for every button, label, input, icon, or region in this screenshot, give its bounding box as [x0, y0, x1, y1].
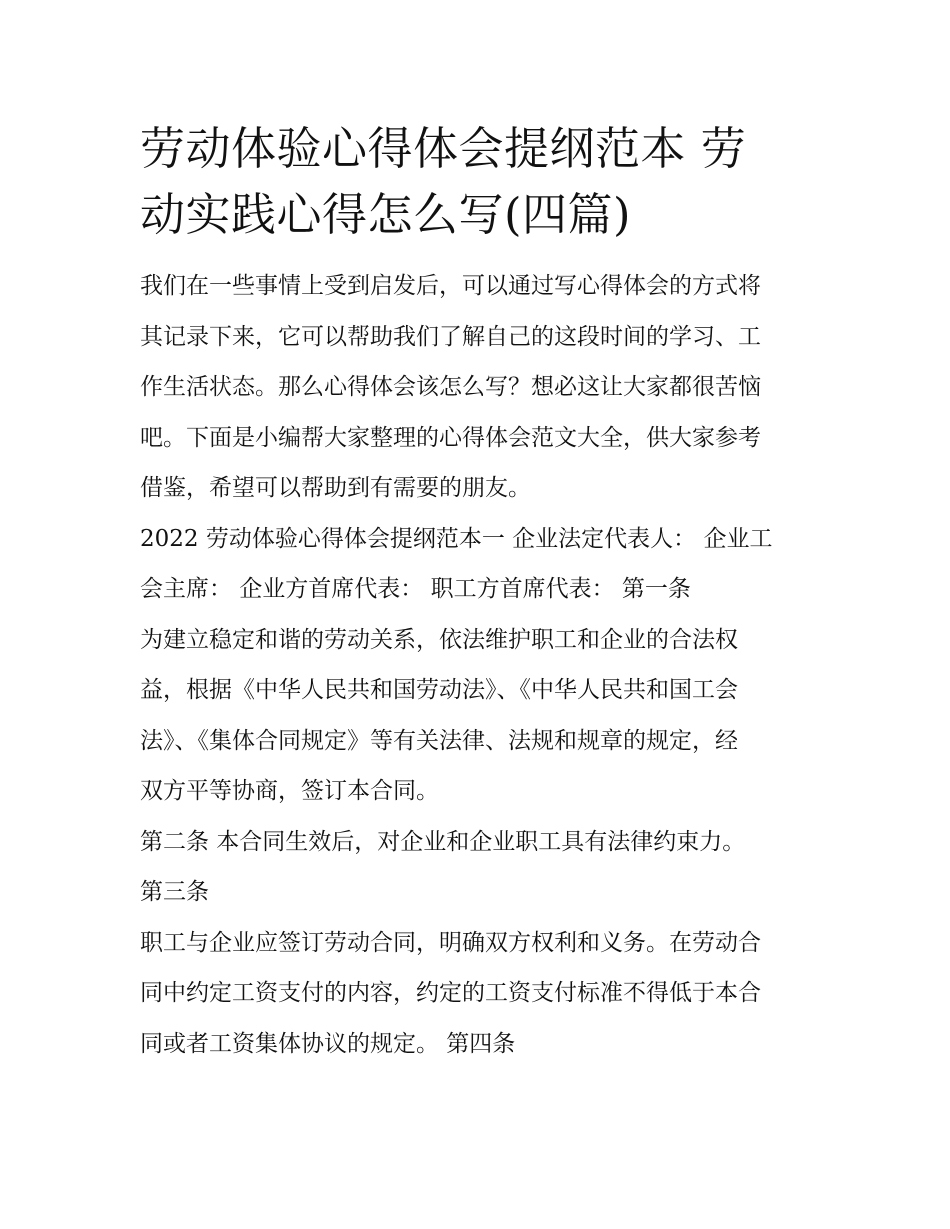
- text-line: 作生活状态。那么心得体会该怎么写？想必这让大家都很苦恼: [140, 374, 761, 400]
- title-line: 劳动体验心得体会提纲范本 劳: [140, 122, 747, 175]
- document-page: [140, 116, 815, 1069]
- intro-paragraph: [140, 261, 815, 514]
- title-line: 动实践心得怎么写(四篇): [140, 188, 632, 241]
- text-line: 第二条 本合同生效后，对企业和企业职工具有法律约束力。: [140, 828, 746, 855]
- text-line: 其记录下来，它可以帮助我们了解自己的这段时间的学习、工: [140, 323, 761, 350]
- text-line: 为建立稳定和谐的劳动关系，依法维护职工和企业的合法权: [140, 626, 738, 653]
- text-line: 法》、《集体合同规定》等有关法律、法规和规章的规定，经: [140, 727, 738, 754]
- text-line: 借鉴，希望可以帮助到有需要的朋友。: [140, 475, 531, 501]
- document-title: [140, 116, 815, 248]
- text-line: 同或者工资集体协议的规定。 第四条: [140, 1030, 516, 1057]
- article-1-paragraph: [140, 615, 815, 817]
- text-line: 吧。下面是小编帮大家整理的心得体会范文大全，供大家参考: [140, 424, 761, 451]
- article-2-paragraph: [140, 817, 815, 868]
- article-3-heading: [140, 867, 815, 918]
- text-line: 益，根据《中华人民共和国劳动法》、《中华人民共和国工会: [140, 677, 738, 703]
- text-line: 职工与企业应签订劳动合同，明确双方权利和义务。在劳动合: [140, 929, 761, 956]
- text-line: 2022 劳动体验心得体会提纲范本一 企业法定代表人： 企业工: [140, 525, 773, 552]
- text-line: 双方平等协商，签订本合同。: [140, 778, 439, 804]
- text-line: 第三条: [140, 879, 209, 905]
- text-line: 同中约定工资支付的内容，约定的工资支付标准不得低于本合: [140, 980, 761, 1006]
- text-line: 我们在一些事情上受到启发后，可以通过写心得体会的方式将: [140, 273, 761, 299]
- article-3-paragraph: [140, 918, 815, 1070]
- text-line: 会主席： 企业方首席代表： 职工方首席代表： 第一条: [140, 576, 691, 602]
- contract-header-paragraph: [140, 514, 815, 615]
